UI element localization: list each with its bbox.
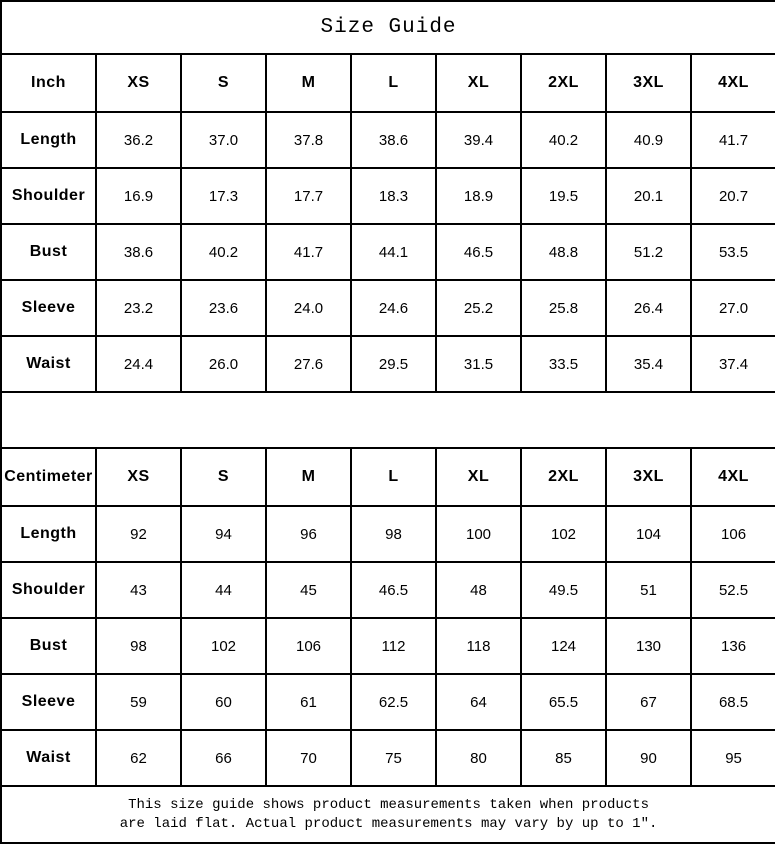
measurement-cell: 25.2 — [436, 280, 521, 336]
cm-size-header-l: L — [351, 448, 436, 506]
measurement-cell: 106 — [266, 618, 351, 674]
measurement-cell: 48 — [436, 562, 521, 618]
table-row-cm-shoulder — [1, 562, 775, 618]
measurement-cell: 62.5 — [351, 674, 436, 730]
inch-unit-header: Inch — [1, 54, 96, 112]
row-label: Sleeve — [1, 674, 96, 730]
measurement-cell: 23.2 — [96, 280, 181, 336]
measurement-cell: 16.9 — [96, 168, 181, 224]
measurement-cell: 124 — [521, 618, 606, 674]
measurement-cell: 18.3 — [351, 168, 436, 224]
cm-size-header-xl: XL — [436, 448, 521, 506]
measurement-cell: 27.0 — [691, 280, 775, 336]
measurement-cell: 40.2 — [181, 224, 266, 280]
measurement-cell: 40.2 — [521, 112, 606, 168]
measurement-cell: 26.0 — [181, 336, 266, 392]
measurement-cell: 102 — [181, 618, 266, 674]
measurement-cell: 51 — [606, 562, 691, 618]
measurement-cell: 20.7 — [691, 168, 775, 224]
measurement-cell: 92 — [96, 506, 181, 562]
measurement-cell: 37.4 — [691, 336, 775, 392]
measurement-cell: 19.5 — [521, 168, 606, 224]
table-row-inch-shoulder — [1, 168, 775, 224]
measurement-cell: 37.8 — [266, 112, 351, 168]
table-row-inch-bust — [1, 224, 775, 280]
size-header-xs: XS — [96, 54, 181, 112]
measurement-cell: 17.7 — [266, 168, 351, 224]
row-label: Shoulder — [1, 562, 96, 618]
measurement-cell: 46.5 — [436, 224, 521, 280]
row-label: Bust — [1, 224, 96, 280]
measurement-cell: 27.6 — [266, 336, 351, 392]
measurement-cell: 25.8 — [521, 280, 606, 336]
row-label: Waist — [1, 730, 96, 786]
measurement-cell: 26.4 — [606, 280, 691, 336]
footnote-line-1: This size guide shows product measurements taken when products — [128, 796, 649, 813]
cm-unit-header: Centimeter — [1, 448, 96, 506]
measurement-cell: 41.7 — [691, 112, 775, 168]
inch-header-row — [1, 54, 775, 112]
measurement-cell: 41.7 — [266, 224, 351, 280]
measurement-cell: 40.9 — [606, 112, 691, 168]
measurement-cell: 100 — [436, 506, 521, 562]
size-header-xl: XL — [436, 54, 521, 112]
size-header-l: L — [351, 54, 436, 112]
measurement-cell: 44.1 — [351, 224, 436, 280]
measurement-cell: 39.4 — [436, 112, 521, 168]
measurement-cell: 20.1 — [606, 168, 691, 224]
table-row-cm-bust — [1, 618, 775, 674]
footnote — [1, 786, 775, 843]
table-row-cm-sleeve — [1, 674, 775, 730]
measurement-cell: 31.5 — [436, 336, 521, 392]
measurement-cell: 38.6 — [96, 224, 181, 280]
size-header-2xl: 2XL — [521, 54, 606, 112]
measurement-cell: 90 — [606, 730, 691, 786]
cm-size-header-m: M — [266, 448, 351, 506]
row-label: Waist — [1, 336, 96, 392]
measurement-cell: 49.5 — [521, 562, 606, 618]
table-row-inch-sleeve — [1, 280, 775, 336]
measurement-cell: 35.4 — [606, 336, 691, 392]
measurement-cell: 70 — [266, 730, 351, 786]
measurement-cell: 98 — [96, 618, 181, 674]
measurement-cell: 104 — [606, 506, 691, 562]
size-header-3xl: 3XL — [606, 54, 691, 112]
measurement-cell: 51.2 — [606, 224, 691, 280]
measurement-cell: 44 — [181, 562, 266, 618]
measurement-cell: 24.4 — [96, 336, 181, 392]
size-header-4xl: 4XL — [691, 54, 775, 112]
size-header-s: S — [181, 54, 266, 112]
row-label: Sleeve — [1, 280, 96, 336]
spacer-row — [1, 392, 775, 448]
measurement-cell: 29.5 — [351, 336, 436, 392]
measurement-cell: 75 — [351, 730, 436, 786]
measurement-cell: 24.0 — [266, 280, 351, 336]
spacer-cell — [1, 392, 775, 448]
row-label: Bust — [1, 618, 96, 674]
measurement-cell: 61 — [266, 674, 351, 730]
measurement-cell: 66 — [181, 730, 266, 786]
measurement-cell: 45 — [266, 562, 351, 618]
measurement-cell: 18.9 — [436, 168, 521, 224]
measurement-cell: 33.5 — [521, 336, 606, 392]
measurement-cell: 59 — [96, 674, 181, 730]
measurement-cell: 95 — [691, 730, 775, 786]
title-row — [1, 1, 775, 54]
footnote-line-2: are laid flat. Actual product measurements may vary by up to 1″. — [119, 815, 658, 832]
measurement-cell: 130 — [606, 618, 691, 674]
measurement-cell: 96 — [266, 506, 351, 562]
measurement-cell: 68.5 — [691, 674, 775, 730]
row-label: Shoulder — [1, 168, 96, 224]
table-row-inch-length — [1, 112, 775, 168]
measurement-cell: 37.0 — [181, 112, 266, 168]
measurement-cell: 36.2 — [96, 112, 181, 168]
measurement-cell: 85 — [521, 730, 606, 786]
cm-size-header-4xl: 4XL — [691, 448, 775, 506]
row-label: Length — [1, 506, 96, 562]
measurement-cell: 136 — [691, 618, 775, 674]
measurement-cell: 67 — [606, 674, 691, 730]
measurement-cell: 53.5 — [691, 224, 775, 280]
table-row-cm-length — [1, 506, 775, 562]
cm-size-header-s: S — [181, 448, 266, 506]
cm-header-row — [1, 448, 775, 506]
measurement-cell: 24.6 — [351, 280, 436, 336]
measurement-cell: 118 — [436, 618, 521, 674]
measurement-cell: 64 — [436, 674, 521, 730]
size-header-m: M — [266, 54, 351, 112]
cm-size-header-xs: XS — [96, 448, 181, 506]
measurement-cell: 23.6 — [181, 280, 266, 336]
row-label: Length — [1, 112, 96, 168]
cm-size-header-3xl: 3XL — [606, 448, 691, 506]
measurement-cell: 43 — [96, 562, 181, 618]
measurement-cell: 102 — [521, 506, 606, 562]
table-row-inch-waist — [1, 336, 775, 392]
cm-size-header-2xl: 2XL — [521, 448, 606, 506]
measurement-cell: 106 — [691, 506, 775, 562]
table-row-cm-waist — [1, 730, 775, 786]
measurement-cell: 17.3 — [181, 168, 266, 224]
page-title: Size Guide — [1, 1, 775, 54]
measurement-cell: 62 — [96, 730, 181, 786]
measurement-cell: 38.6 — [351, 112, 436, 168]
measurement-cell: 52.5 — [691, 562, 775, 618]
measurement-cell: 46.5 — [351, 562, 436, 618]
measurement-cell: 98 — [351, 506, 436, 562]
footnote-row — [1, 786, 775, 843]
measurement-cell: 94 — [181, 506, 266, 562]
measurement-cell: 60 — [181, 674, 266, 730]
measurement-cell: 80 — [436, 730, 521, 786]
measurement-cell: 65.5 — [521, 674, 606, 730]
measurement-cell: 48.8 — [521, 224, 606, 280]
measurement-cell: 112 — [351, 618, 436, 674]
